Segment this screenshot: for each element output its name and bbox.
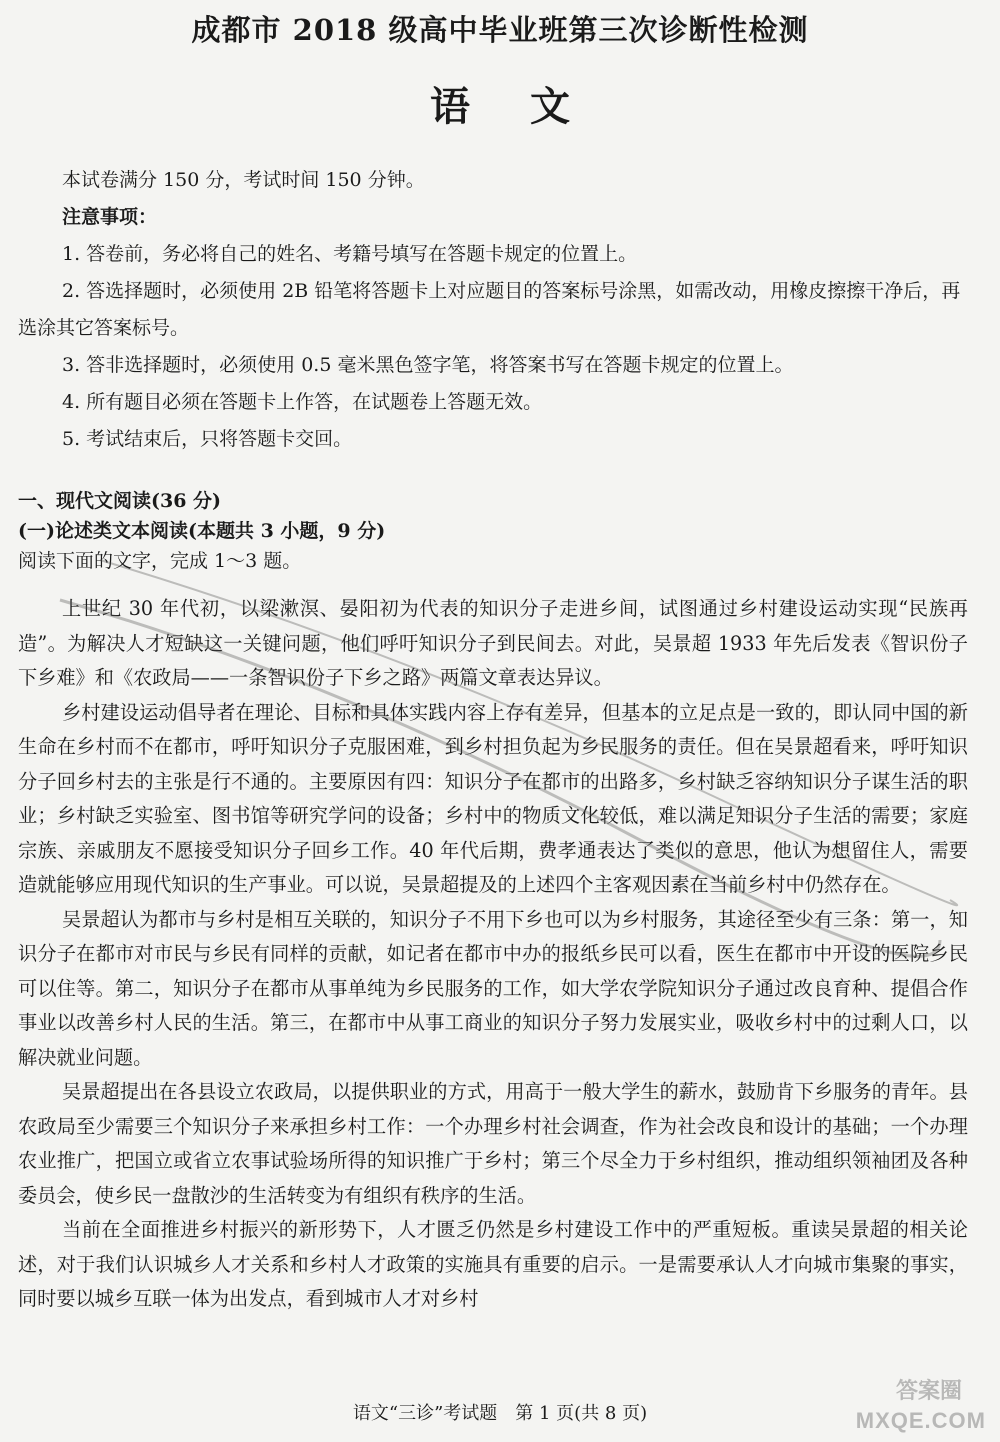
passage-paragraph-1: 上世纪 30 年代初，以梁漱溟、晏阳初为代表的知识分子走进乡间，试图通过乡村建设运动实现“民族再造”。为解决人才短缺这一关键问题，他们呼吁知识分子到民间去。对此，吴景超 1933 年先后发表《智识份子下乡难》和《农政局——一条智识份子下乡之路》两篇文章表达异议。 [18, 597, 968, 689]
section-heading: 一、现代文阅读(36 分) [18, 490, 222, 512]
passage-paragraph-3: 吴景超认为都市与乡村是相互关联的，知识分子不用下乡也可以为乡村服务，其途径至少有三条：第一，知识分子在都市对市民与乡民有同样的贡献，如记者在都市中办的报纸乡民可以看，医生在都市中开设的医院乡民可以住等。第二，知识分子在都市从事单纯为乡民服务的工作，如大学农学院知识分子通过改良育种、提倡合作事业以改善乡村人民的生活。第三，在都市中从事工商业的知识分子努力发展实业，吸收乡村中的过剩人口，以解决就业问题。 [18, 907, 968, 1069]
notice-title: 注意事项： [62, 206, 158, 228]
intro-block [18, 162, 968, 458]
site-logo-icon [842, 1374, 992, 1438]
notice-item-1: 1. 答卷前，务必将自己的姓名、考籍号填写在答题卡规定的位置上。 [62, 243, 638, 265]
passage-paragraph-4: 吴景超提出在各县设立农政局，以提供职业的方式，用高于一般大学生的薪水，鼓励肯下乡服务的青年。县农政局至少需要三个知识分子来承担乡村工作：一个办理乡村社会调查，作为社会改良和设计的基础；一个办理农业推广，把国立或省立农事试验场所得的知识推广于乡村；第三个尽全力于乡村组织，推动组织领袖团及各种委员会，使乡民一盘散沙的生活转变为有组织有秩序的生活。 [18, 1080, 968, 1207]
subject-title: 语文 [430, 83, 630, 130]
exam-title: 成都市 2018 级高中毕业班第三次诊断性检测 [191, 13, 809, 47]
notice-item-5: 5. 考试结束后，只将答题卡交回。 [62, 428, 353, 450]
notice-item-3: 3. 答非选择题时，必须使用 0.5 毫米黑色签字笔，将答案书写在答题卡规定的位置上。 [62, 354, 794, 376]
passage-paragraph-2: 乡村建设运动倡导者在理论、目标和具体实践内容上存有差异，但基本的立足点是一致的，即认同中国的新生命在乡村而不在都市，呼吁知识分子克服困难，到乡村担负起为乡民服务的责任。但在吴景超看来，呼吁知识分子回乡村去的主张是行不通的。主要原因有四：知识分子在都市的出路多，乡村缺乏容纳知识分子谋生活的职业；乡村缺乏实验室、图书馆等研究学问的设备；乡村中的物质文化较低，难以满足知识分子生活的需要；家庭宗族、亲戚朋友不愿接受知识分子回乡工作。40 年代后期，费孝通表达了类似的意思，他认为想留住人，需要造就能够应用现代知识的生产事业。可以说，吴景超提及的上述四个主客观因素在当前乡村中仍然存在。 [18, 700, 968, 896]
notice-item-2: 2. 答选择题时，必须使用 2B 铅笔将答题卡上对应题目的答案标号涂黑，如需改动，用橡皮擦擦干净后，再选涂其它答案标号。 [18, 280, 961, 339]
section-subheading: (一)论述类文本阅读(本题共 3 小题，9 分) [18, 520, 386, 542]
section-header [18, 486, 968, 576]
passage-paragraph-5: 当前在全面推进乡村振兴的新形势下，人才匮乏仍然是乡村建设工作中的严重短板。重读吴景超的相关论述，对于我们认识城乡人才关系和乡村人才政策的实施具有重要的启示。一是需要承认人才向城市集聚的事实，同时要以城乡互联一体为出发点，看到城市人才对乡村 [18, 1218, 968, 1310]
reading-passage [18, 592, 968, 1317]
logo-line-1: 答案圈 [895, 1378, 962, 1403]
page-footer: 语文“三诊”考试题 第 1 页(共 8 页) [352, 1403, 648, 1424]
notice-item-4: 4. 所有题目必须在答题卡上作答，在试题卷上答题无效。 [62, 391, 543, 413]
score-time-line: 本试卷满分 150 分，考试时间 150 分钟。 [62, 169, 425, 191]
section-instruction: 阅读下面的文字，完成 1～3 题。 [18, 550, 302, 572]
logo-line-2: MXQE.COM [855, 1408, 986, 1433]
